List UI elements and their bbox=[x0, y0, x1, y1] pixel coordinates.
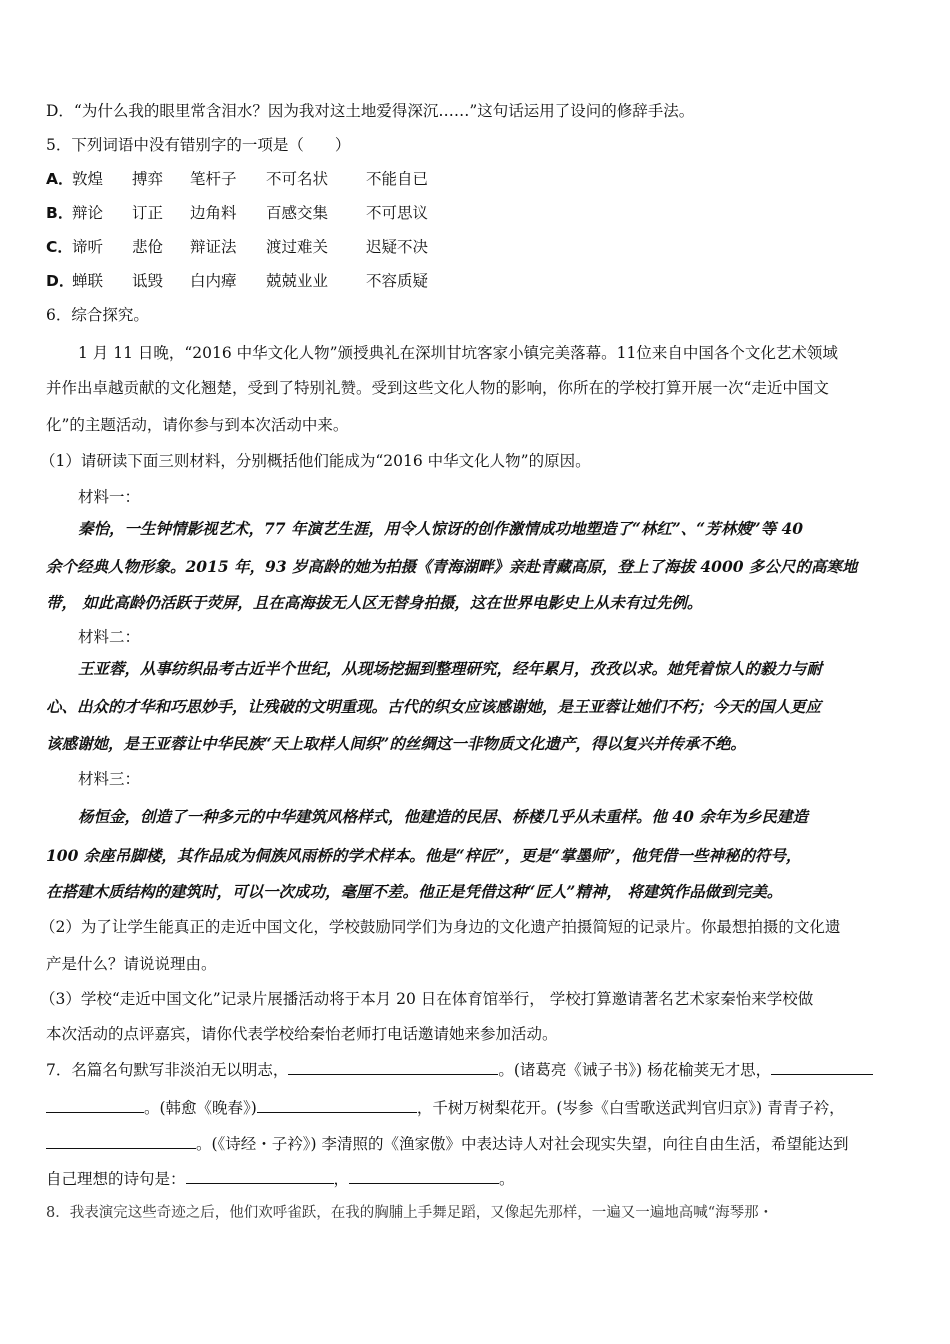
q6-title: 6．综合探究。 bbox=[46, 306, 149, 324]
material-2-line: 心、出众的才华和巧思妙手，让残破的文明重现。古代的织女应该感谢她，是王亚蓉让她们不朽；今天的国人更应 bbox=[46, 697, 822, 716]
word: 不能自已 bbox=[366, 170, 429, 188]
q7-line-4 bbox=[46, 1167, 910, 1190]
word: 搏弈 bbox=[132, 170, 164, 188]
word: 不可思议 bbox=[366, 204, 429, 222]
q7-text: 。(《诗经・子衿》) 李清照的《渔家傲》中表达诗人对社会现实失望，向往自由生活，希望能达到 bbox=[196, 1135, 849, 1153]
option-label: A． bbox=[46, 170, 74, 188]
q6-part2-line: （2）为了让学生能真正的走近中国文化，学校鼓励同学们为身边的文化遗产拍摄简短的记录片。你最想拍摄的文化遗 bbox=[40, 918, 841, 936]
word: 渡过难关 bbox=[266, 238, 329, 256]
word: 百感交集 bbox=[266, 204, 329, 222]
word: 蝉联 bbox=[72, 272, 104, 290]
word: 悲伧 bbox=[132, 238, 164, 256]
word: 订正 bbox=[132, 204, 164, 222]
option-label: D． bbox=[46, 272, 75, 290]
material-3-line: 杨恒金，创造了一种多元的中华建筑风格样式，他建造的民居、桥楼几乎从未重样。他 40 余年为乡民建造 bbox=[78, 807, 808, 826]
word: 兢兢业业 bbox=[266, 272, 329, 290]
word: 迟疑不决 bbox=[366, 238, 429, 256]
q7-line-1 bbox=[46, 1058, 910, 1081]
q7-text: ， bbox=[333, 1170, 350, 1188]
q7-text: 7．名篇名句默写非淡泊无以明志， bbox=[46, 1061, 289, 1079]
material-2-line: 王亚蓉，从事纺织品考古近半个世纪，从现场挖掘到整理研究，经年累月，孜孜以求。她凭着惊人的毅力与耐 bbox=[78, 659, 823, 678]
word: 辩证法 bbox=[190, 238, 237, 256]
word: 笔杆子 bbox=[190, 170, 237, 188]
q7-line-3 bbox=[46, 1132, 910, 1155]
q8-text: 8．我表演完这些奇迹之后，他们欢呼雀跃，在我的胸脯上手舞足蹈，又像起先那样，一遍又一遍地高喊“海琴那・ bbox=[46, 1205, 774, 1221]
material-1-line: 余个经典人物形象。2015 年，93 岁高龄的她为拍摄《青海湖畔》亲赴青藏高原，登上了海拔 4000 多公尺的高寒地 bbox=[46, 557, 858, 576]
word: 诋毁 bbox=[132, 272, 164, 290]
material-1-line: 秦怡，一生钟情影视艺术，77 年演艺生涯，用令人惊讶的创作激情成功地塑造了“林红”、“芳林嫂”等 40 bbox=[78, 519, 804, 538]
q7-text: 。(诸葛亮《诫子书》) 杨花榆荚无才思， bbox=[498, 1061, 772, 1079]
word: 辩论 bbox=[72, 204, 104, 222]
option-label: C． bbox=[46, 238, 73, 256]
material-3-line: 100 余座吊脚楼，其作品成为侗族风雨桥的学术样本。他是“梓匠”，更是“掌墨师”，他凭借一些神秘的符号， bbox=[46, 846, 802, 865]
q7-line-2 bbox=[46, 1096, 910, 1119]
answer-blank[interactable] bbox=[349, 1167, 499, 1184]
word: 谛听 bbox=[72, 238, 104, 256]
q5-stem: 5．下列词语中没有错别字的一项是（ ） bbox=[46, 136, 351, 154]
q6-part1: （1）请研读下面三则材料，分别概括他们能成为“2016 中华文化人物”的原因。 bbox=[40, 452, 591, 470]
word: 不可名状 bbox=[266, 170, 329, 188]
q6-part3-line: 本次活动的点评嘉宾，请你代表学校给秦怡老师打电话邀请她来参加活动。 bbox=[46, 1025, 558, 1043]
material-3-line: 在搭建木质结构的建筑时，可以一次成功，毫厘不差。他正是凭借这种“匠人”精神， 将建筑作品做到完美。 bbox=[46, 882, 783, 901]
material-1-line: 带， 如此高龄仍活跃于荧屏，且在高海拔无人区无替身拍摄，这在世界电影史上从未有过先例。 bbox=[46, 593, 703, 612]
q5-option-a bbox=[46, 168, 910, 190]
material-1-title: 材料一： bbox=[78, 488, 141, 506]
q7-text: 。(韩愈《晚春》) bbox=[144, 1099, 257, 1117]
material-3-title: 材料三： bbox=[78, 770, 141, 788]
q5-option-d bbox=[46, 270, 910, 292]
material-2-line: 该感谢她，是王亚蓉让中华民族“天上取样人间织”的丝绸这一非物质文化遗产，得以复兴并传承不绝。 bbox=[46, 734, 746, 753]
word: 敦煌 bbox=[72, 170, 104, 188]
option-label: B． bbox=[46, 204, 74, 222]
q7-text: 自己理想的诗句是： bbox=[46, 1170, 186, 1188]
q4-option-d: D．“为什么我的眼里常含泪水？因为我对这土地爱得深沉……”这句话运用了设问的修辞手法。 bbox=[46, 102, 695, 120]
word: 边角料 bbox=[190, 204, 237, 222]
answer-blank[interactable] bbox=[288, 1058, 498, 1075]
q7-text: ，千树万树梨花开。(岑参《白雪歌送武判官归京》) 青青子衿， bbox=[416, 1099, 845, 1117]
material-2-title: 材料二： bbox=[78, 628, 141, 646]
q6-part2-line: 产是什么？请说说理由。 bbox=[46, 955, 217, 973]
q6-intro-line: 化”的主题活动，请你参与到本次活动中来。 bbox=[46, 416, 349, 434]
q5-option-c bbox=[46, 236, 910, 258]
word: 白内瘴 bbox=[190, 272, 237, 290]
q7-text: 。 bbox=[499, 1170, 515, 1188]
answer-blank[interactable] bbox=[257, 1096, 417, 1113]
word: 不容质疑 bbox=[366, 272, 429, 290]
answer-blank[interactable] bbox=[186, 1167, 334, 1184]
answer-blank[interactable] bbox=[46, 1132, 196, 1149]
q6-intro-line: 1 月 11 日晚，“2016 中华文化人物”颁授典礼在深圳甘坑客家小镇完美落幕。11位来自中国各个文化艺术领域 bbox=[78, 344, 838, 362]
q5-option-b bbox=[46, 202, 910, 224]
answer-blank[interactable] bbox=[771, 1058, 873, 1075]
q6-part3-line: （3）学校“走近中国文化”记录片展播活动将于本月 20 日在体育馆举行， 学校打算邀请著名艺术家秦怡来学校做 bbox=[40, 990, 814, 1008]
answer-blank[interactable] bbox=[46, 1096, 144, 1113]
q6-intro-line: 并作出卓越贡献的文化翘楚，受到了特别礼赞。受到这些文化人物的影响，你所在的学校打算开展一次“走近中国文 bbox=[46, 379, 829, 397]
